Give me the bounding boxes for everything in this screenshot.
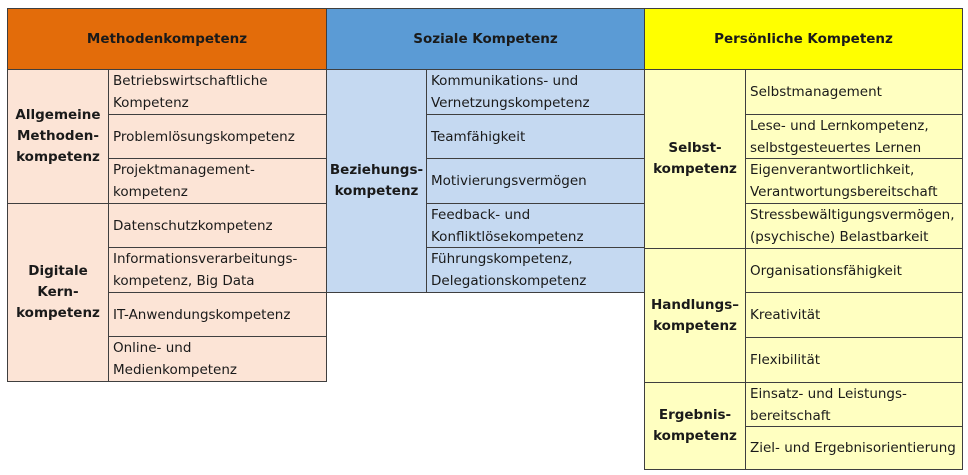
- item-kommunikationskompetenz: Kommunikations- und Vernetzungskompetenz: [426, 69, 645, 115]
- group-ergebniskompetenz: Ergebnis- kompetenz: [644, 382, 746, 470]
- item-betriebswirtschaftliche-kompetenz: Betriebswirtschaftliche Kompetenz: [108, 69, 327, 115]
- item-online-medienkompetenz: Online- und Medienkompetenz: [108, 336, 327, 382]
- item-informationsverarbeitungskompetenz: Informationsverarbeitungs- kompetenz, Big Data: [108, 247, 327, 293]
- item-flexibilitaet: Flexibilität: [745, 337, 963, 383]
- item-it-anwendungskompetenz: IT-Anwendungskompetenz: [108, 292, 327, 337]
- item-stressbewaeltigungsvermoegen: Stressbewältigungsvermögen, (psychische) Belastbarkeit: [745, 203, 963, 249]
- item-motivierungsvermoegen: Motivierungsvermögen: [426, 158, 645, 204]
- group-digitale-kernkompetenz: Digitale Kern- kompetenz: [7, 203, 109, 382]
- item-fuehrungskompetenz: Führungskompetenz, Delegationskompetenz: [426, 247, 645, 293]
- item-projektmanagementkompetenz: Projektmanagement- kompetenz: [108, 158, 327, 204]
- item-datenschutzkompetenz: Datenschutzkompetenz: [108, 203, 327, 248]
- item-lese-lernkompetenz: Lese- und Lernkompetenz, selbstgesteuertes Lernen: [745, 114, 963, 159]
- item-organisationsfaehigkeit: Organisationsfähigkeit: [745, 248, 963, 293]
- item-kreativitaet: Kreativität: [745, 292, 963, 338]
- item-problemloesungskompetenz: Problemlösungskompetenz: [108, 114, 327, 159]
- header-persoenliche-kompetenz: [644, 8, 963, 70]
- group-allgemeine-methodenkompetenz: Allgemeine Methoden- kompetenz: [7, 69, 109, 204]
- group-handlungskompetenz: Handlungs– kompetenz: [644, 248, 746, 383]
- item-feedback-konfliktloesekompetenz: Feedback- und Konfliktlösekompetenz: [426, 203, 645, 248]
- header-persoenliche-kompetenz-label: Persönliche Kompetenz: [714, 31, 893, 47]
- item-ziel-ergebnisorientierung: Ziel- und Ergebnisorientierung: [745, 426, 963, 470]
- header-soziale-kompetenz: [326, 8, 645, 70]
- item-einsatz-leistungsbereitschaft: Einsatz- und Leistungs- bereitschaft: [745, 382, 963, 427]
- item-eigenverantwortlichkeit: Eigenverantwortlichkeit, Verantwortungsbereitschaft: [745, 158, 963, 204]
- item-selbstmanagement: Selbstmanagement: [745, 69, 963, 115]
- group-beziehungskompetenz: Beziehungs- kompetenz: [326, 69, 427, 293]
- header-soziale-kompetenz-label: Soziale Kompetenz: [413, 31, 558, 47]
- header-methodenkompetenz-label: Methodenkompetenz: [86, 31, 248, 47]
- group-selbstkompetenz: Selbst- kompetenz: [644, 69, 746, 249]
- header-methodenkompetenz: [7, 8, 327, 70]
- item-teamfaehigkeit: Teamfähigkeit: [426, 114, 645, 159]
